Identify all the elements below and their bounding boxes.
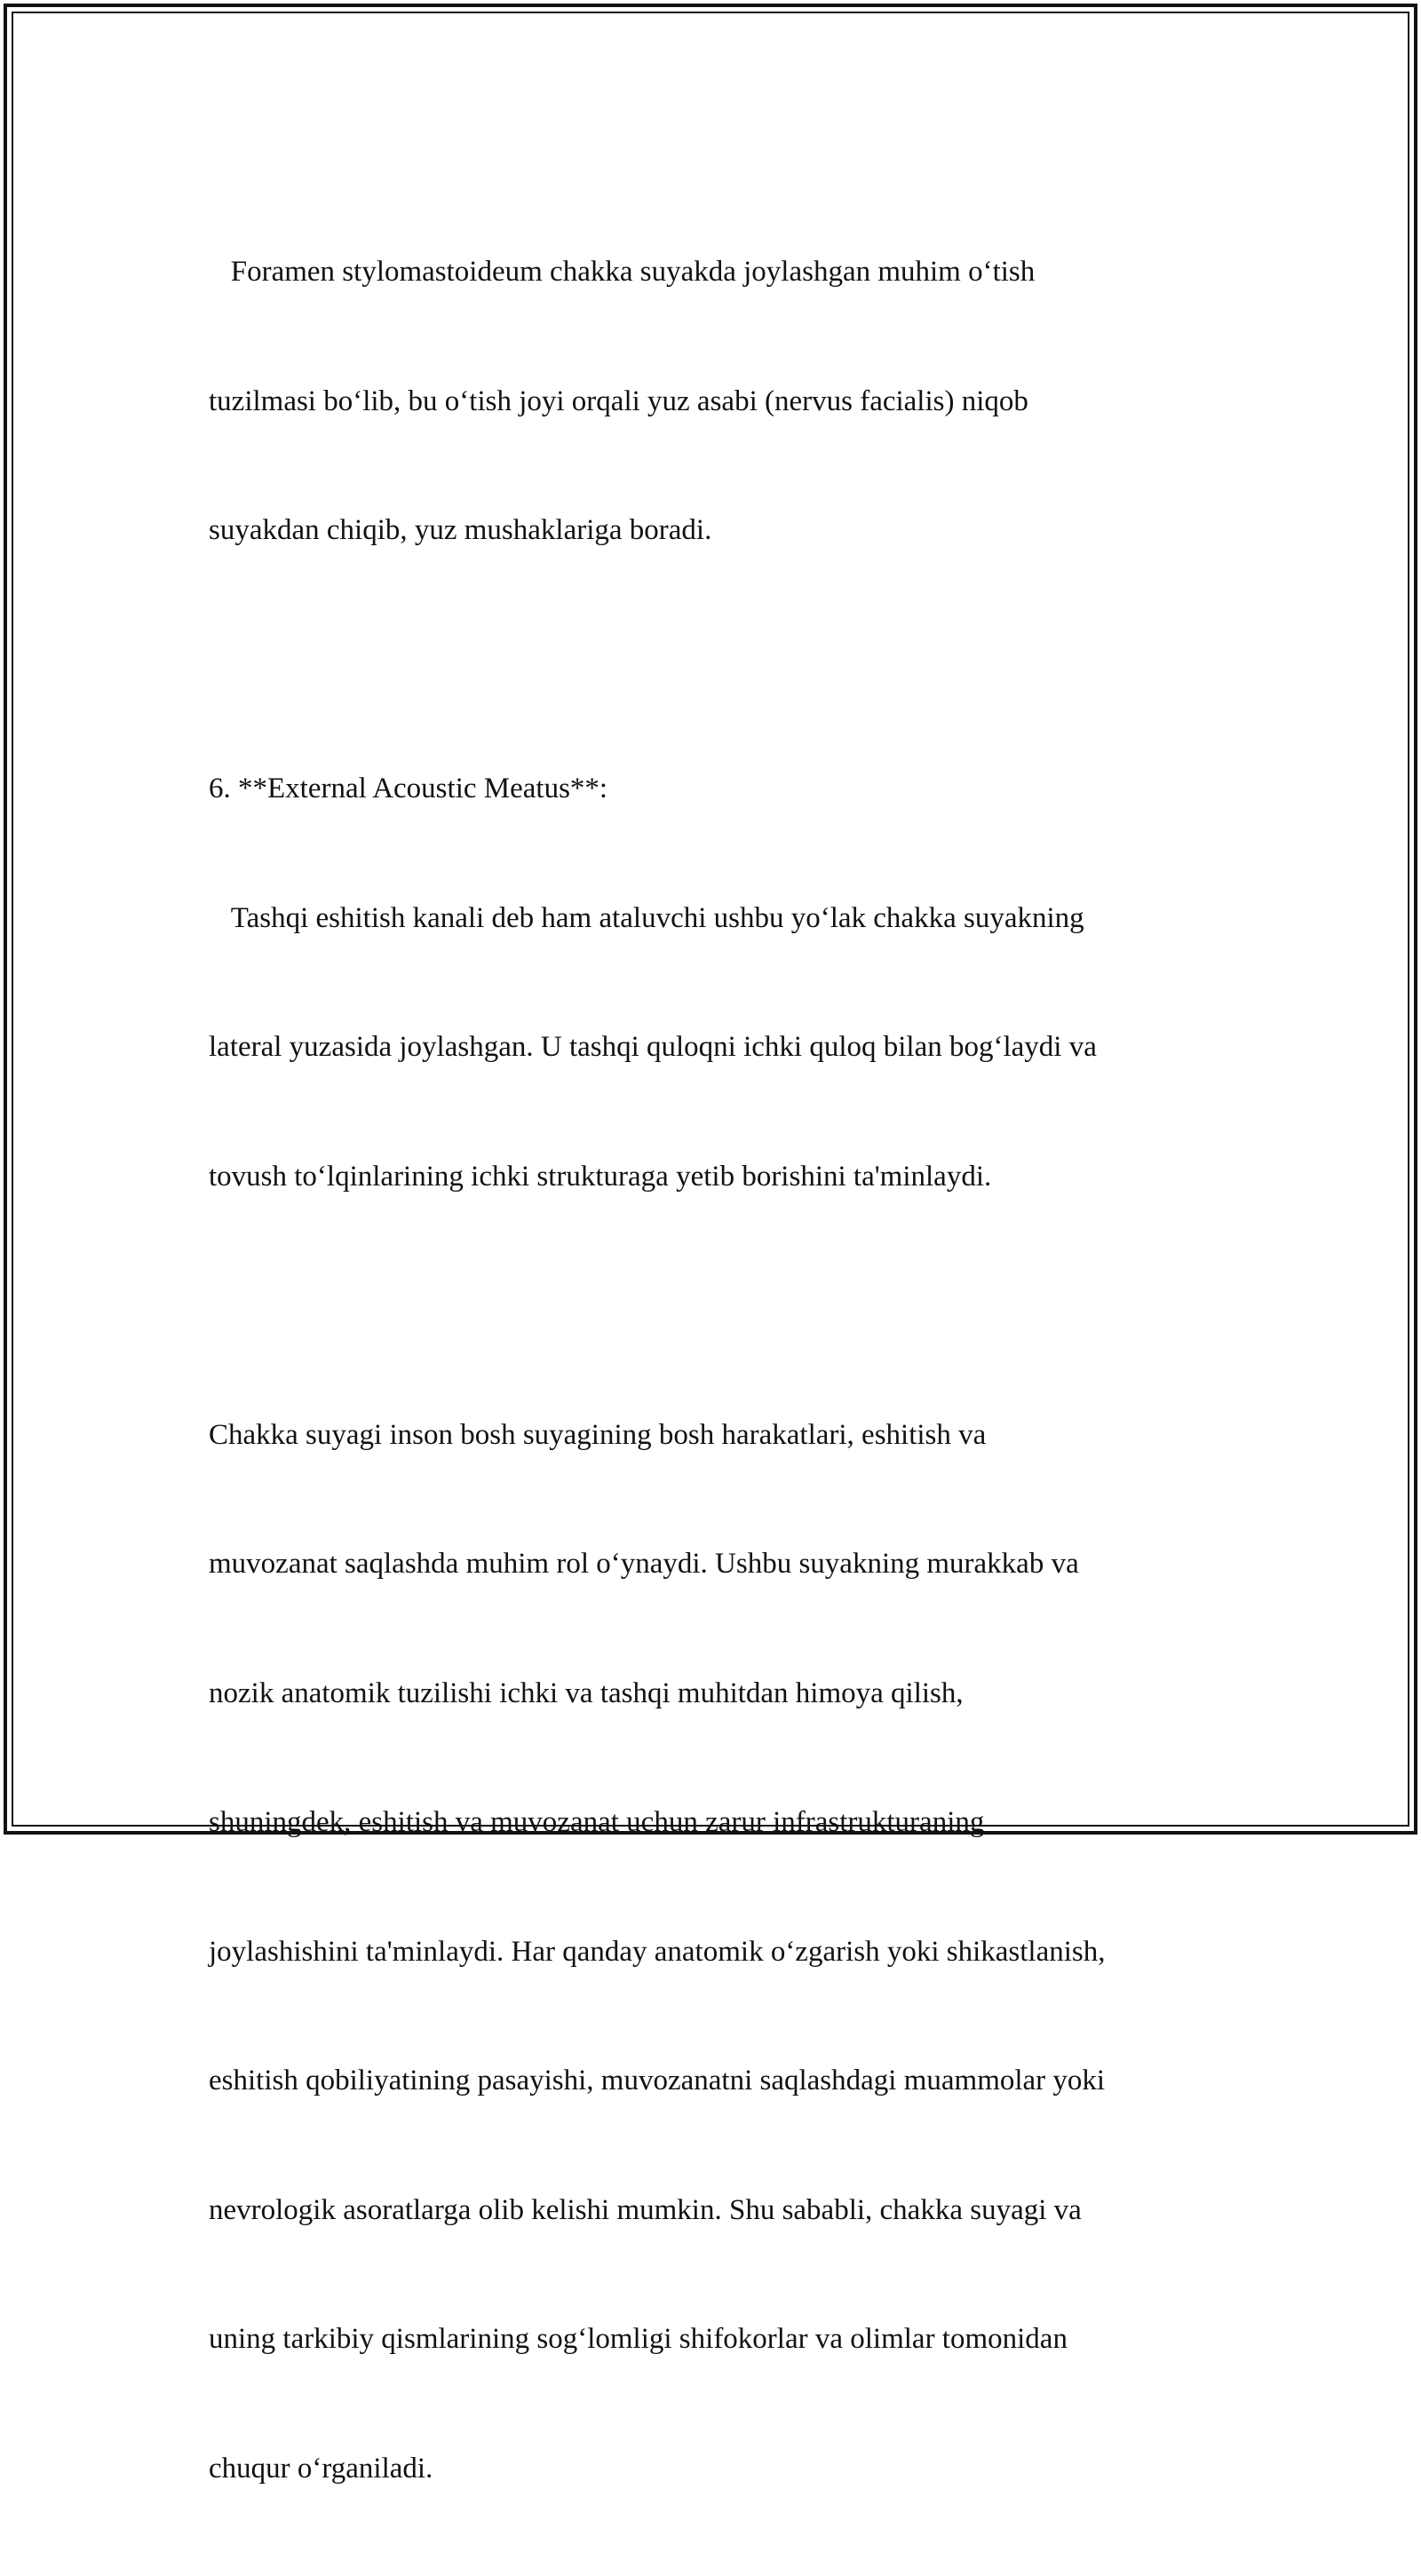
text-line: muvozanat saqlashda muhim rol o‘ynaydi. Ushbu suyakning murakkab va <box>209 1542 1212 1586</box>
text-line: chuqur o‘rganiladi. <box>209 2447 1212 2491</box>
text-line: eshitish qobiliyatining pasayishi, muvozanatni saqlashdagi muammolar yoki <box>209 2059 1212 2103</box>
text-line: shuningdek, eshitish va muvozanat uchun zarur infrastrukturaning <box>209 1801 1212 1844</box>
paragraph-spacer <box>209 638 1212 682</box>
paragraph-conclusion <box>209 1328 1212 2576</box>
paragraph-spacer <box>209 1284 1212 1328</box>
text-line: joylashishini ta'minlaydi. Har qanday anatomik o‘zgarish yoki shikastlanish, <box>209 1930 1212 1974</box>
text-line: nozik anatomik tuzilishi ichki va tashqi muhitdan himoya qilish, <box>209 1672 1212 1716</box>
section-heading: 6. **External Acoustic Meatus**: <box>209 767 1212 811</box>
text-line: Chakka suyagi inson bosh suyagining bosh harakatlari, eshitish va <box>209 1414 1212 1457</box>
text-line: lateral yuzasida joylashgan. U tashqi quloqni ichki quloq bilan bog‘laydi va <box>209 1026 1212 1069</box>
text-line: nevrologik asoratlarga olib kelishi mumkin. Shu sababli, chakka suyagi va <box>209 2189 1212 2232</box>
text-line: Tashqi eshitish kanali deb ham ataluvchi ushbu yo‘lak chakka suyakning <box>209 897 1212 940</box>
text-line: suyakdan chiqib, yuz mushaklariga boradi. <box>209 509 1212 552</box>
paragraph-foramen <box>209 164 1212 638</box>
text-line: uning tarkibiy qismlarining sog‘lomligi shifokorlar va olimlar tomonidan <box>209 2318 1212 2361</box>
text-line: tuzilmasi bo‘lib, bu o‘tish joyi orqali yuz asabi (nervus facialis) niqob <box>209 380 1212 424</box>
text-line: Foramen stylomastoideum chakka suyakda joylashgan muhim o‘tish <box>209 250 1212 294</box>
document-body <box>209 164 1212 2576</box>
paragraph-external-acoustic-meatus <box>209 681 1212 1284</box>
text-line: tovush to‘lqinlarining ichki strukturaga yetib borishini ta'minlaydi. <box>209 1155 1212 1199</box>
